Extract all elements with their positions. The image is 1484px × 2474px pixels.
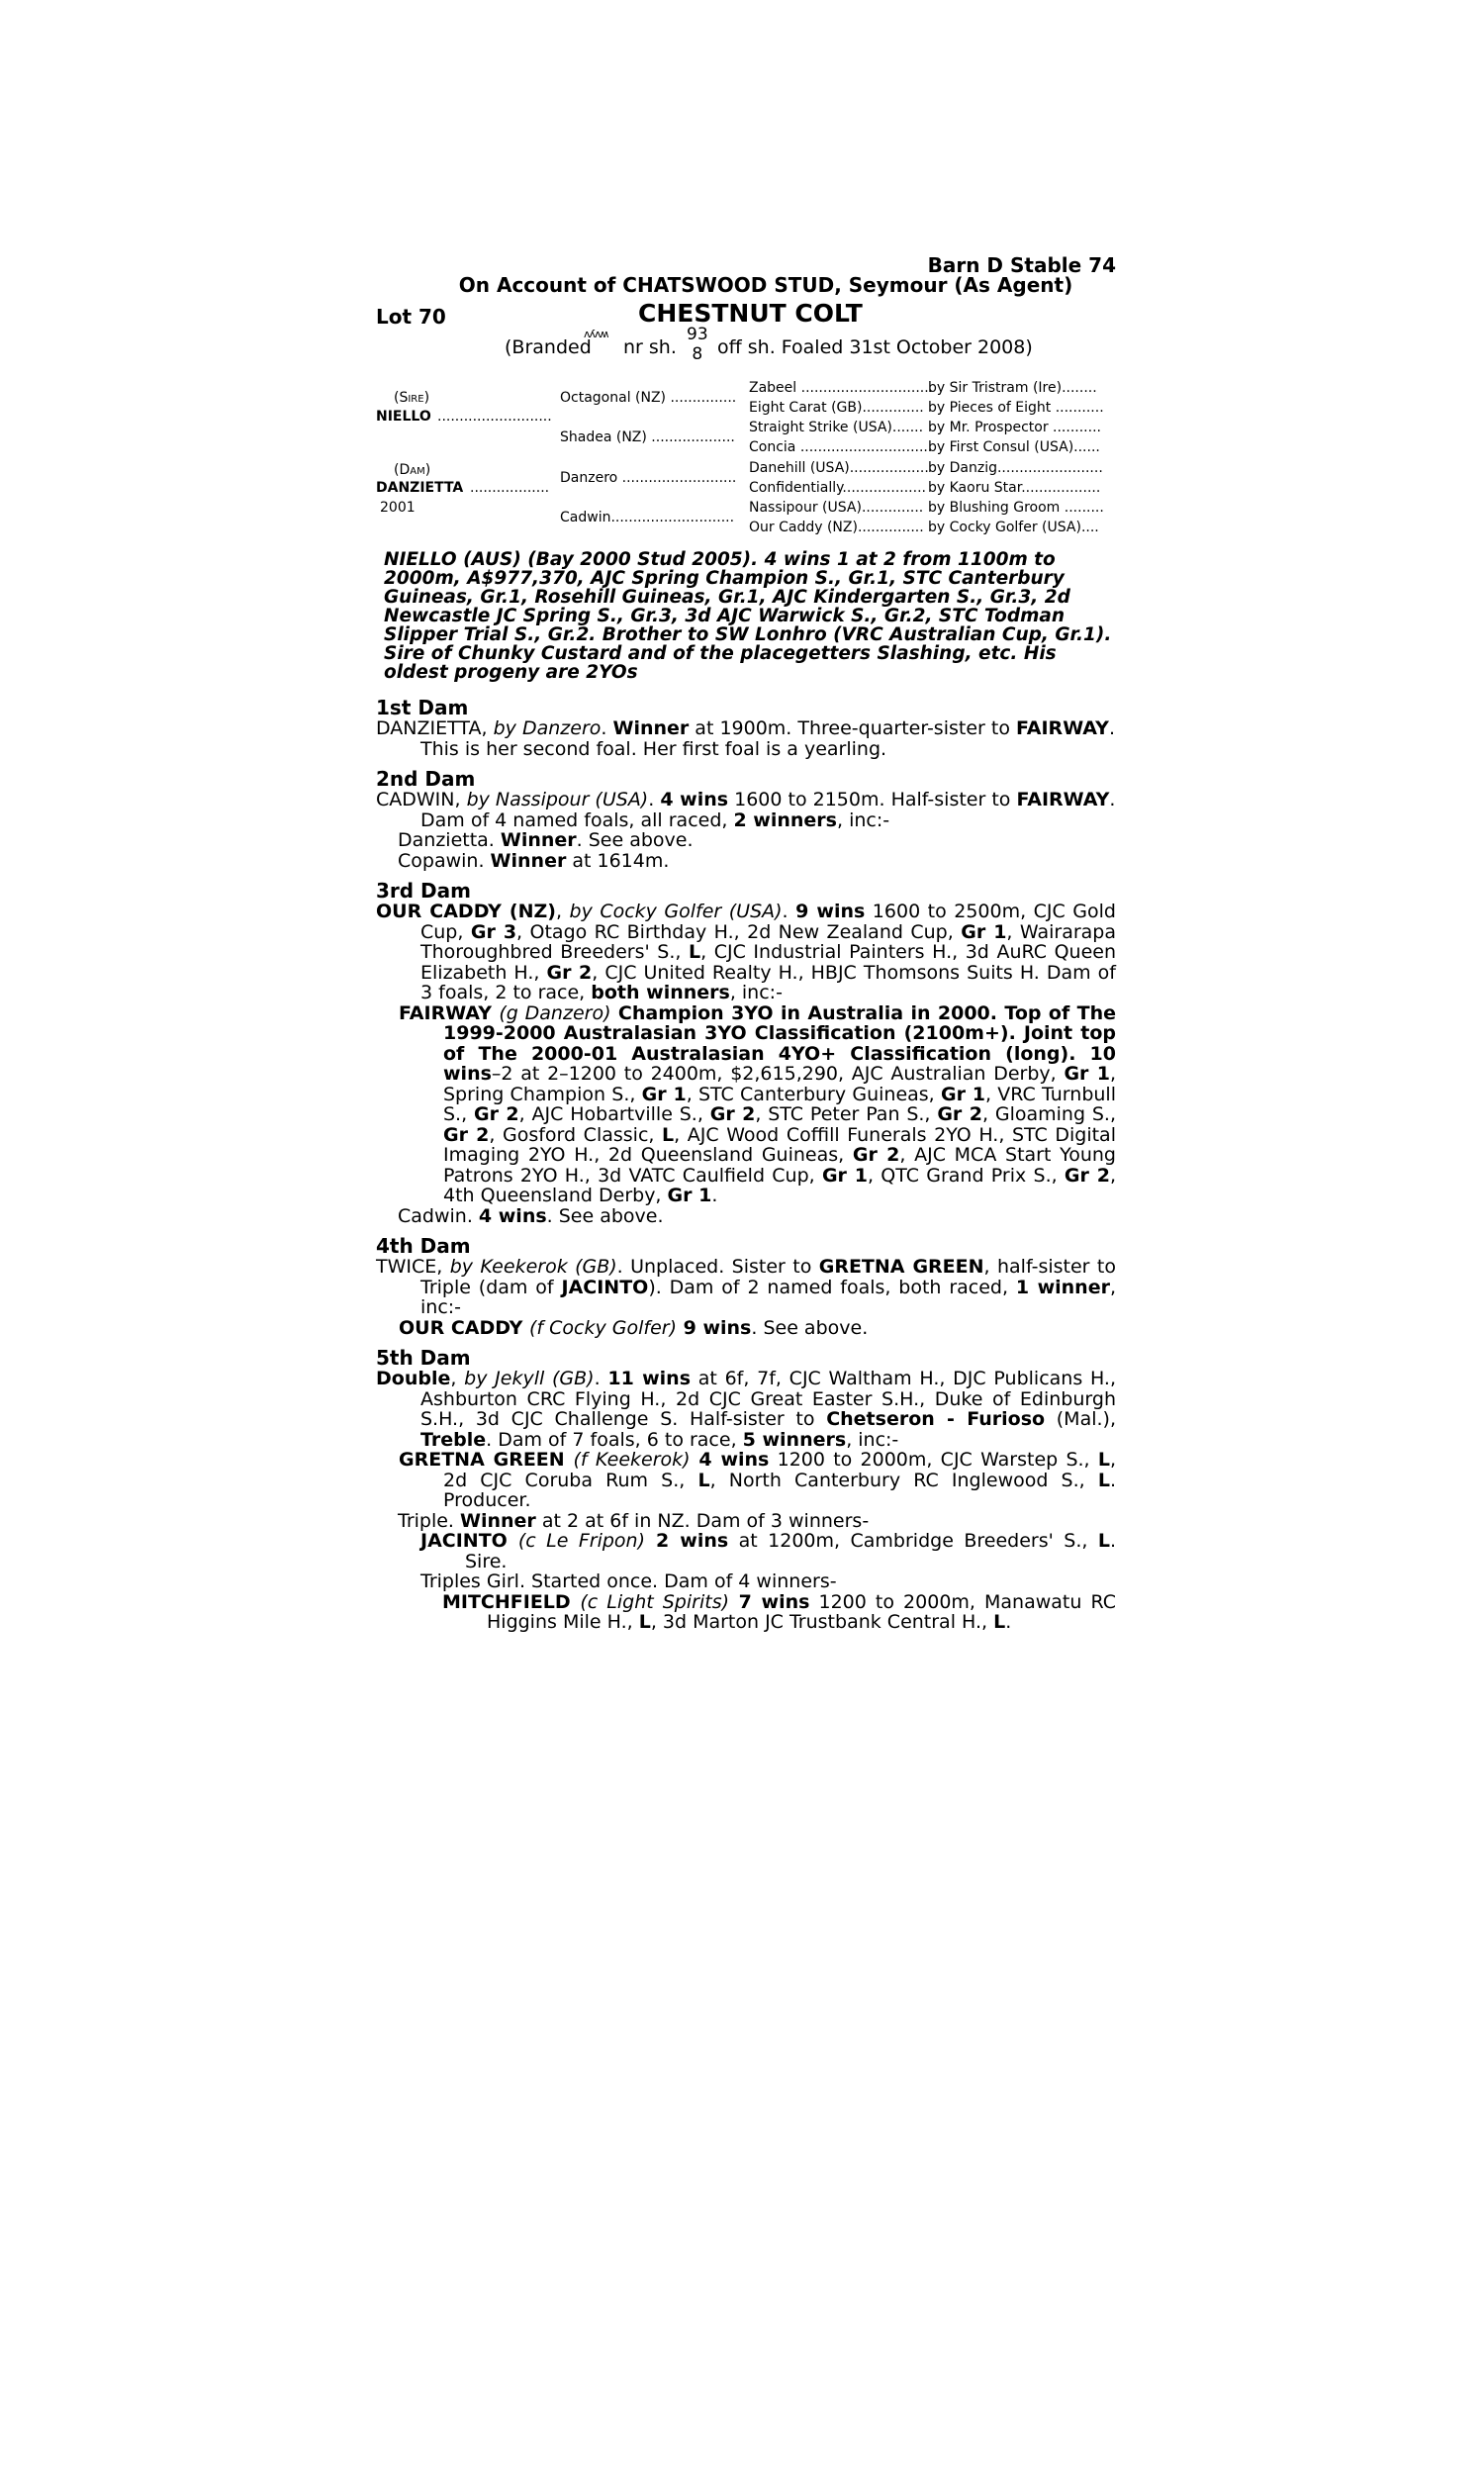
progeny-entry: FAIRWAY (g Danzero) Champion 3YO in Australia in 2000. Top of The 1999-2000 Australasian 3YO Classification (2100m+). Joint top of The 2000-01 Australasian 4YO+ Classification (long). 10 wins–2 at 2–1200 to 2400m, $2,615,290, AJC Australian Derby, Gr 1, Spring Champion S., Gr 1, STC Canterbury Guineas, Gr 1, VRC Turnbull S., Gr 2, AJC Hobartville S., Gr 2, STC Peter Pan S., Gr 2, Gloaming S., Gr 2, Gosford Classic, L, AJC Wood Coffill Funerals 2YO H., STC Digital Imaging 2YO H., 2d Queensland Guineas, Gr 2, AJC MCA Start Young Patrons 2YO H., 3d VATC Caulfield Cup, Gr 1, QTC Grand Prix S., Gr 2, 4th Queensland Derby, Gr 1.: [399, 1001, 1116, 1206]
dam-foaled-year: 2001: [380, 500, 416, 516]
pedigree-gen4: by Sir Tristram (Ire)........: [928, 380, 1097, 396]
dam-entry: CADWIN, by Nassipour (USA). 4 wins 1600 to 2150m. Half-sister to FAIRWAY.: [376, 789, 1116, 810]
branded-prefix: (Branded: [505, 336, 592, 358]
pedigree-gen3: Straight Strike (USA).......: [749, 420, 924, 435]
barn-stable: Barn D Stable 74: [927, 253, 1116, 277]
dam-name: DANZIETTA: [376, 480, 464, 496]
brand-line: [376, 325, 1116, 370]
sire-name: NIELLO: [376, 409, 431, 425]
pedigree-gen3: Nassipour (USA)..............: [749, 500, 924, 516]
sire-label: (Sire): [394, 390, 430, 406]
progeny-entry: Copawin. Winner at 1614m.: [398, 849, 670, 872]
frac-top: 93: [687, 325, 708, 344]
pedigree-gen3: Danehill (USA)..................: [749, 460, 929, 476]
lot-number: Lot 70: [376, 305, 446, 329]
dam-entry-note: Dam of 4 named foals, all raced, 2 winners, inc:-: [420, 809, 890, 831]
sire-summary: NIELLO (AUS) (Bay 2000 Stud 2005). 4 wins 1 at 2 from 1100m to 2000m, A$977,370, AJC Spring Champion S., Gr.1, STC Canterbury Guineas, Gr.1, Rosehill Guineas, Gr.1, AJC Kindergarten S., Gr.3, 2d Newcastle JC Spring S., Gr.3, 3d AJC Warwick S., Gr.2, STC Todman Slipper Trial S., Gr.2. Brother to SW Lonhro (VRC Australian Cup, Gr.1). Sire of Chunky Custard and of the placegetters Slashing, etc. His oldest progeny are 2YOs: [384, 549, 1112, 683]
brand-fraction: [687, 325, 708, 364]
section-heading: 1st Dam: [376, 696, 469, 719]
section-heading: 4th Dam: [376, 1234, 471, 1258]
pedigree-gen3: Zabeel ..............................: [749, 380, 934, 396]
pedigree-gen3: Concia ..............................: [749, 439, 933, 455]
pedigree-gen4: by Cocky Golfer (USA)....: [928, 520, 1099, 535]
pedigree-gen2: Shadea (NZ) ...................: [560, 429, 735, 445]
branded-suffix: off sh. Foaled 31st October 2008): [717, 336, 1033, 358]
dam-entry: DANZIETTA, by Danzero. Winner at 1900m. Three-quarter-sister to FAIRWAY.: [376, 717, 1115, 739]
pedigree-gen4: by First Consul (USA)......: [928, 439, 1100, 455]
progeny-entry: GRETNA GREEN (f Keekerok) 4 wins 1200 to 2000m, CJC Warstep S., L, 2d CJC Coruba Rum S., L, North Canterbury RC Inglewood S., L. Producer.: [399, 1449, 1116, 1511]
progeny-entry: Triple. Winner at 2 at 6f in NZ. Dam of 3 winners-: [398, 1509, 870, 1532]
dam-entry: Double, by Jekyll (GB). 11 wins at 6f, 7f, CJC Waltham H., DJC Publicans H., Ashburton CRC Flying H., 2d CJC Great Easter S.H., Duke of Edinburgh S.H., 3d CJC Challenge S. Half-sister to Chetseron - Furioso (Mal.), Treble. Dam of 7 foals, 6 to race, 5 winners, inc:-: [376, 1368, 1116, 1451]
pedigree-gen2: Danzero ..........................: [560, 470, 737, 486]
pedigree-gen3: Our Caddy (NZ)...............: [749, 520, 924, 535]
section-heading: 2nd Dam: [376, 767, 476, 791]
pedigree-gen2: Octagonal (NZ) ...............: [560, 390, 737, 406]
progeny-entry: JACINTO (c Le Fripon) 2 wins at 1200m, Cambridge Breeders' S., L. Sire.: [420, 1530, 1117, 1572]
dam-dots: ..................: [470, 480, 550, 496]
lot-line: [376, 299, 1116, 329]
pedigree-gen4: by Pieces of Eight ...........: [928, 400, 1104, 416]
progeny-entry: OUR CADDY (f Cocky Golfer) 9 wins. See above.: [399, 1316, 869, 1339]
vendor-line: On Account of CHATSWOOD STUD, Seymour (As Agent): [458, 273, 1073, 297]
progeny-entry: Cadwin. 4 wins. See above.: [398, 1204, 664, 1227]
progeny-entry: Triples Girl. Started once. Dam of 4 winners-: [420, 1570, 837, 1592]
section-heading: 3rd Dam: [376, 879, 471, 903]
dam-label: (Dam): [394, 462, 431, 478]
pedigree-gen4: by Blushing Groom .........: [928, 500, 1104, 516]
catalogue-page: [376, 255, 1116, 1633]
section-heading: 5th Dam: [376, 1346, 471, 1370]
page-title: CHESTNUT COLT: [638, 299, 863, 328]
frac-bottom: 8: [692, 344, 703, 364]
pedigree-gen3: Confidentially...................: [749, 480, 926, 496]
pedigree-gen3: Eight Carat (GB)..............: [749, 400, 924, 416]
progeny-entry: Danzietta. Winner. See above.: [398, 829, 694, 851]
pedigree-gen4: by Danzig........................: [928, 460, 1103, 476]
pedigree-gen4: by Mr. Prospector ...........: [928, 420, 1101, 435]
dam-entry-note: This is her second foal. Her first foal is a yearling.: [420, 737, 887, 760]
pedigree-table: [376, 370, 1116, 540]
brand-mark-icon: ʌʎʌʍ: [584, 328, 608, 340]
dam-entry: TWICE, by Keekerok (GB). Unplaced. Sister to GRETNA GREEN, half-sister to Triple (dam of JACINTO). Dam of 2 named foals, both raced, 1 winner, inc:-: [376, 1256, 1116, 1318]
pedigree-gen4: by Kaoru Star..................: [928, 480, 1101, 496]
progeny-entry: MITCHFIELD (c Light Spirits) 7 wins 1200 to 2000m, Manawatu RC Higgins Mile H., L, 3d Marton JC Trustbank Central H., L.: [442, 1590, 1116, 1633]
sire-dots: ..........................: [437, 409, 552, 425]
dam-entry: OUR CADDY (NZ), by Cocky Golfer (USA). 9 wins 1600 to 2500m, CJC Gold Cup, Gr 3, Otago RC Birthday H., 2d New Zealand Cup, Gr 1, Wairarapa Thoroughbred Breeders' S., L, CJC Industrial Painters H., 3d AuRC Queen Elizabeth H., Gr 2, CJC United Realty H., HBJC Thomsons Suits H. Dam of 3 foals, 2 to race, both winners, inc:-: [376, 901, 1117, 1003]
branded-mid: nr sh.: [623, 336, 677, 358]
pedigree-gen2: Cadwin............................: [560, 510, 735, 525]
